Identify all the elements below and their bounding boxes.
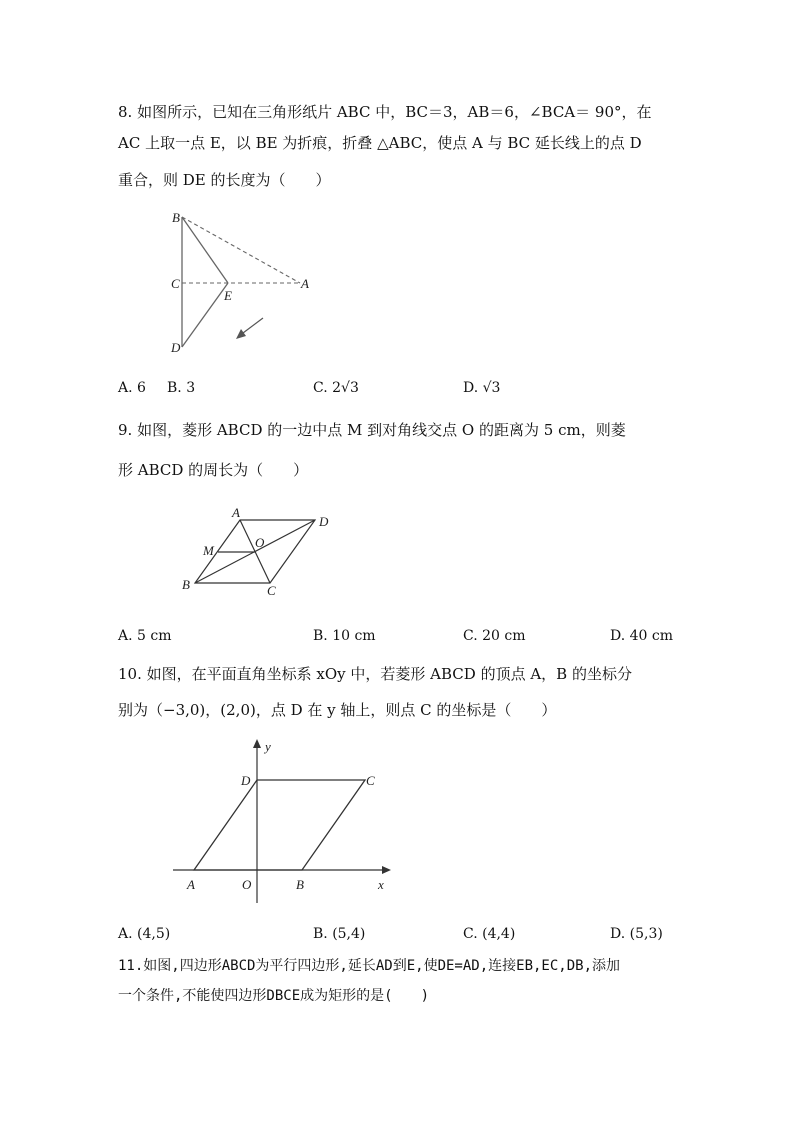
- q8-triangle-figure: [160, 205, 330, 360]
- q10-label-x: x: [378, 877, 384, 892]
- q9-line-1: 9. 如图，菱形 ABCD 的一边中点 M 到对角线交点 O 的距离为 5 cm，则菱: [118, 421, 626, 439]
- q8-label-e: E: [224, 288, 232, 303]
- q10-label-y: y: [265, 739, 271, 754]
- q10-option-d: D. (5,3): [610, 926, 663, 942]
- q10-label-d: D: [241, 773, 251, 788]
- q9-option-b: B. 10 cm: [313, 628, 376, 644]
- q9-label-d: D: [319, 514, 329, 529]
- q10-line-2: 别为（−3,0)，(2,0)，点 D 在 y 轴上，则点 C 的坐标是（ ）: [118, 701, 557, 719]
- q8-label-c: C: [171, 276, 180, 291]
- q9-line-2: 形 ABCD 的周长为（ ）: [118, 461, 309, 479]
- q8-line-3: 重合，则 DE 的长度为（ ）: [118, 171, 331, 189]
- q8-option-c: C. 2√3: [313, 380, 359, 396]
- q11-line-2: 一个条件,不能使四边形DBCE成为矩形的是( ): [118, 988, 429, 1004]
- q11-line-1: 11.如图,四边形ABCD为平行四边形,延长AD到E,使DE=AD,连接EB,EC,DB,添加: [118, 958, 621, 974]
- q8-option-d: D. √3: [463, 380, 501, 396]
- q10-option-b: B. (5,4): [313, 926, 366, 942]
- q10-label-b: B: [296, 877, 304, 892]
- q10-option-c: C. (4,4): [463, 926, 516, 942]
- q9-label-m: M: [203, 543, 214, 558]
- q9-option-d: D. 40 cm: [610, 628, 674, 644]
- q8-label-d: D: [171, 340, 181, 355]
- q9-label-a: A: [232, 505, 240, 520]
- q8-label-a: A: [301, 276, 309, 291]
- q8-line-1: 8. 如图所示，已知在三角形纸片 ABC 中，BC＝3，AB＝6，∠BCA＝ 90°，在: [118, 103, 652, 121]
- q9-option-c: C. 20 cm: [463, 628, 526, 644]
- q8-option-a: A. 6: [118, 380, 146, 396]
- q10-label-a: A: [187, 877, 195, 892]
- q9-label-o: O: [255, 535, 265, 550]
- q9-label-c: C: [267, 583, 276, 598]
- q10-label-c: C: [366, 773, 375, 788]
- q9-option-a: A. 5 cm: [118, 628, 172, 644]
- q9-label-b: B: [182, 577, 190, 592]
- q8-option-b: B. 3: [167, 380, 196, 396]
- q10-option-a: A. (4,5): [118, 926, 171, 942]
- q10-coordinate-figure: [165, 735, 400, 910]
- q8-line-2: AC 上取一点 E，以 BE 为折痕，折叠 △ABC，使点 A 与 BC 延长线上的点 D: [118, 134, 642, 152]
- q9-rhombus-figure: [175, 505, 345, 600]
- q10-line-1: 10. 如图，在平面直角坐标系 xOy 中，若菱形 ABCD 的顶点 A，B 的坐标分: [118, 665, 632, 683]
- q8-label-b: B: [172, 210, 180, 225]
- q10-label-o: O: [242, 877, 252, 892]
